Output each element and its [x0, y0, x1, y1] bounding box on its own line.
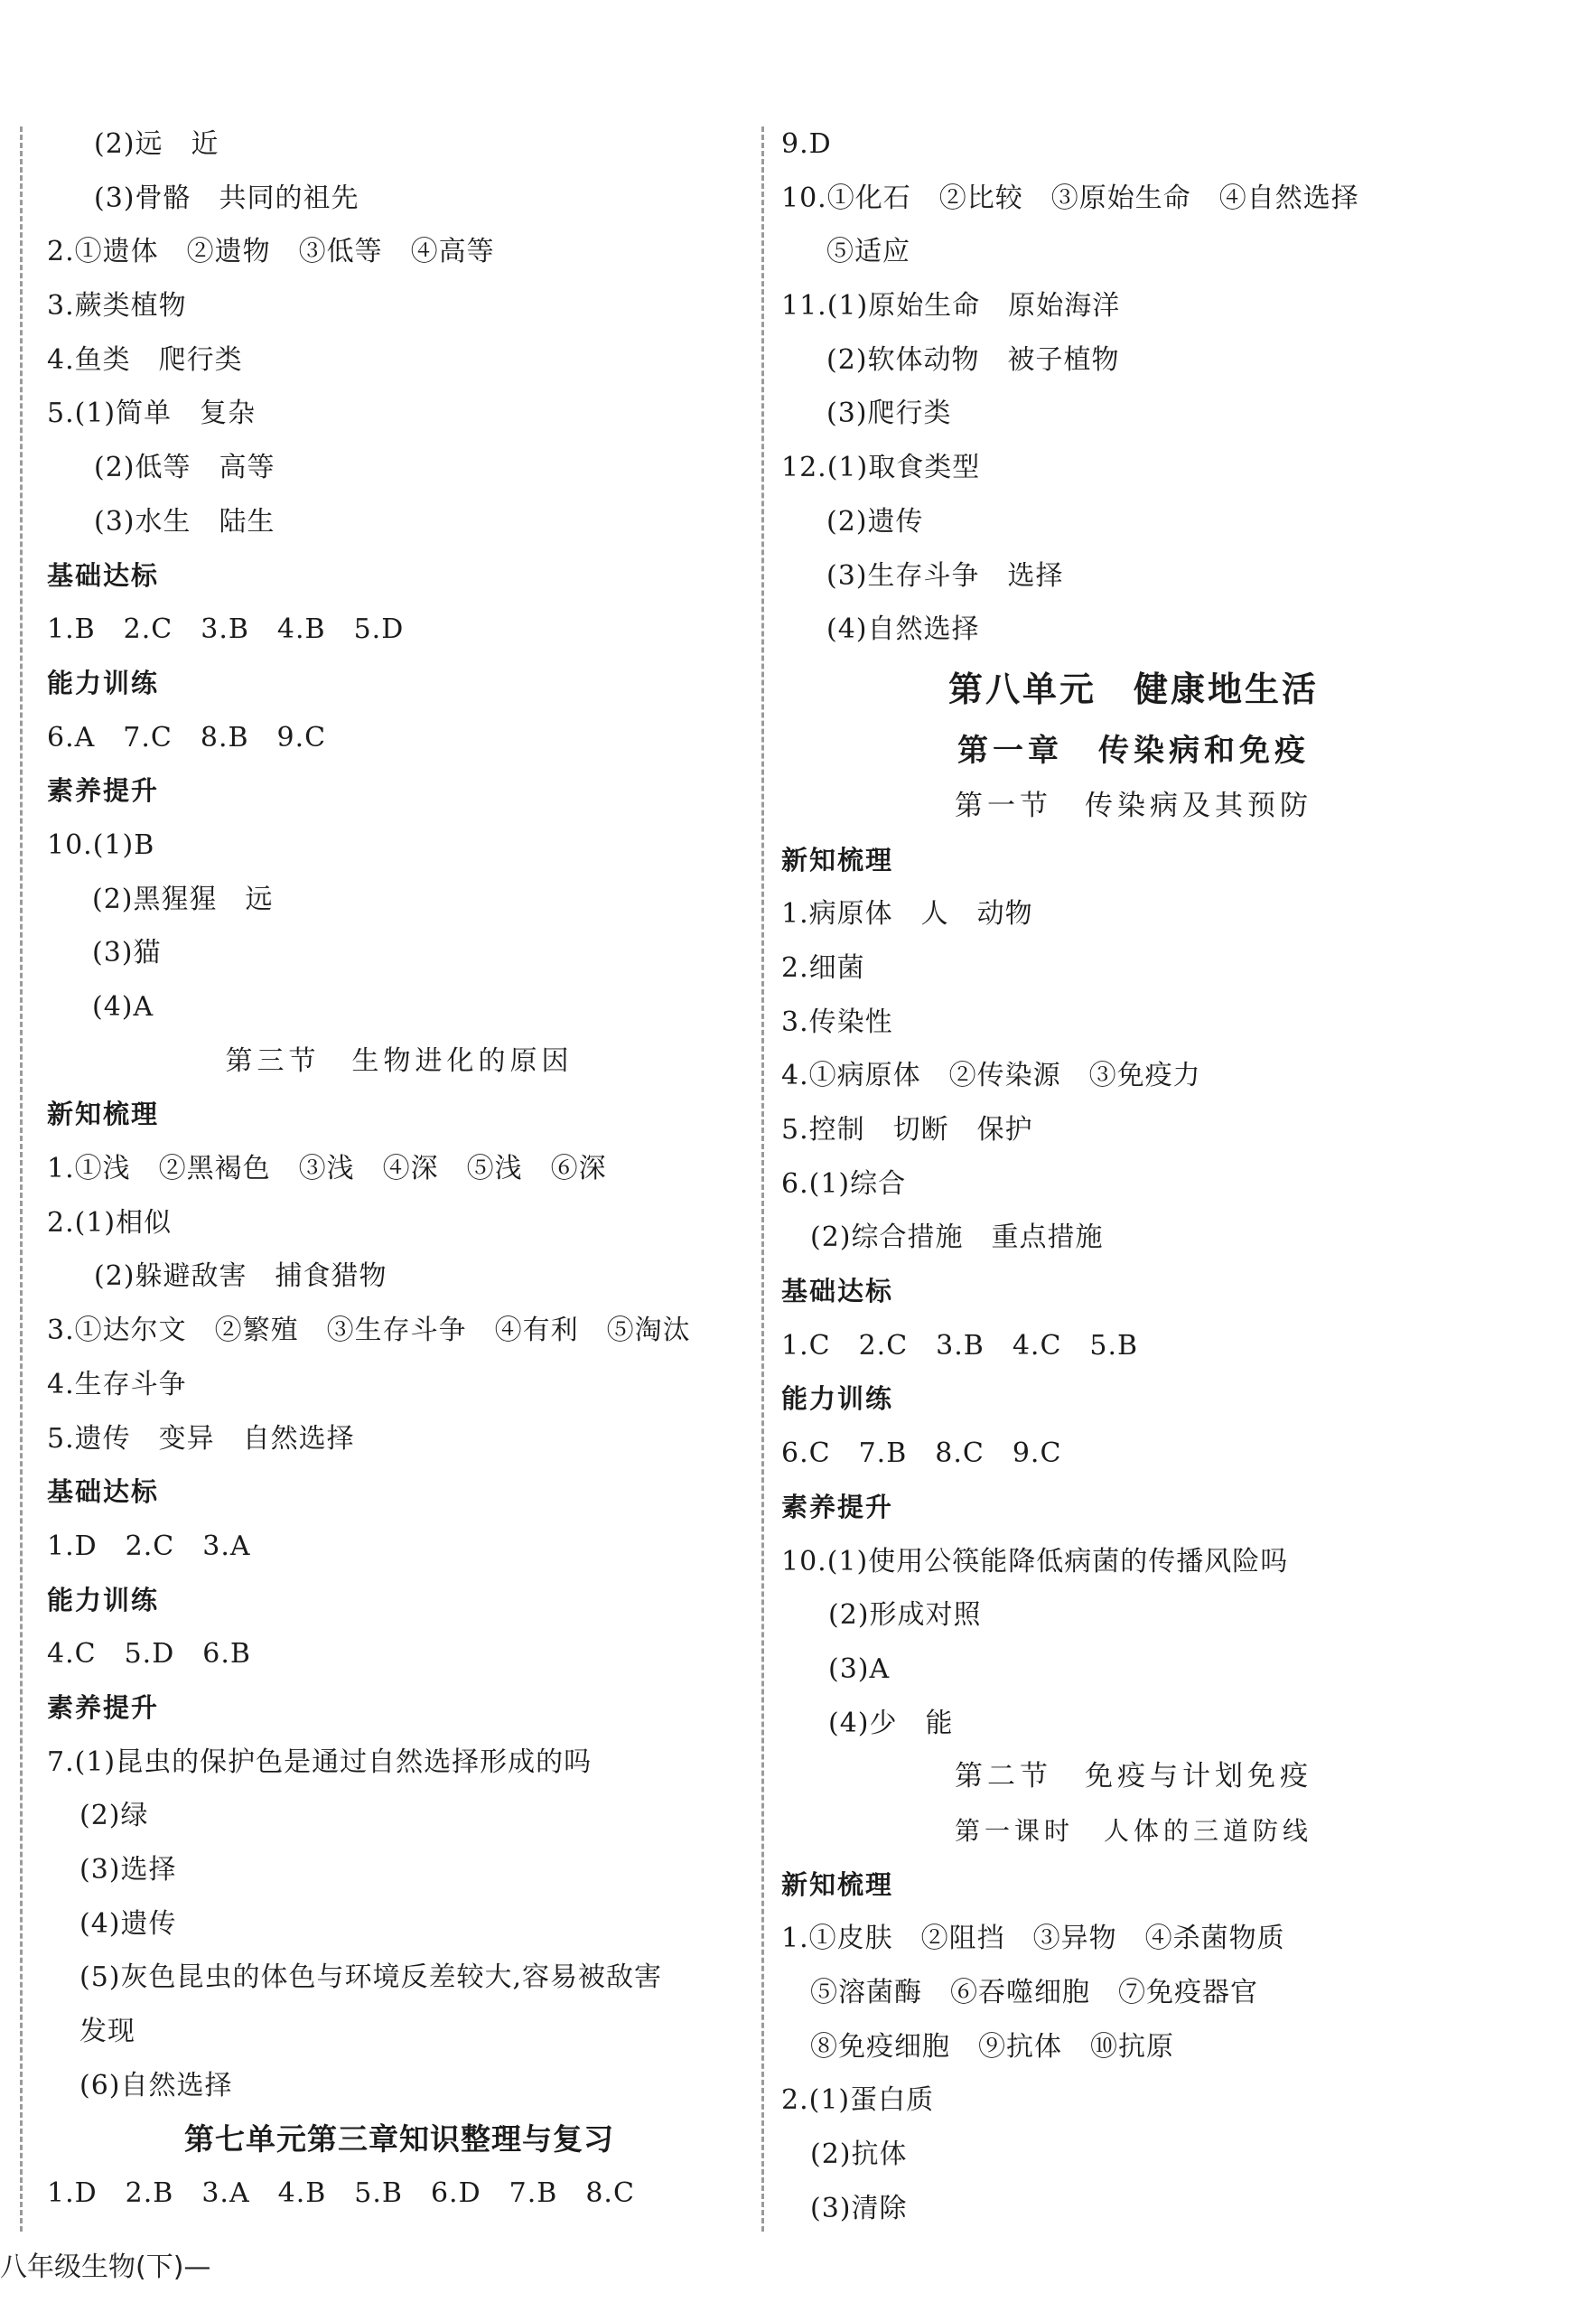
answer-line: 5.(1)简单 复杂: [47, 398, 257, 430]
answer-line: 7.(1)昆虫的保护色是通过自然选择形成的吗: [47, 1746, 593, 1778]
answer-line: (2)综合措施 重点措施: [810, 1222, 1104, 1254]
answer-line: 5.控制 切断 保护: [781, 1114, 1033, 1146]
answer-line: 1.①皮肤 ②阻挡 ③异物 ④杀菌物质: [781, 1923, 1285, 1955]
lesson-title: 第三节 生物进化的原因: [225, 1044, 574, 1077]
section-heading: 新知梳理: [781, 1868, 894, 1900]
lesson-title: 第一节 传染病及其预防: [955, 789, 1312, 822]
answer-line: (3)爬行类: [826, 398, 952, 430]
section-heading: 新知梳理: [781, 844, 894, 875]
answer-line: (5)灰色昆虫的体色与环境反差较大,容易被敌害: [79, 1961, 663, 1994]
answer-line: (3)生存斗争 选择: [826, 559, 1064, 592]
column-divider-dashed-line: [761, 126, 764, 2232]
answer-line: 11.(1)原始生命 原始海洋: [781, 290, 1121, 323]
answer-line: 6.A 7.C 8.B 9.C: [47, 721, 327, 754]
answer-line: (2)黑猩猩 远: [92, 883, 274, 915]
answer-line: 3.传染性: [781, 1006, 893, 1038]
answer-line: ⑤溶菌酶 ⑥吞噬细胞 ⑦免疫器官: [810, 1977, 1258, 2008]
answer-line: (6)自然选择: [79, 2069, 233, 2101]
answer-line: 4.鱼类 爬行类: [47, 343, 243, 376]
answer-line: (4)自然选择: [826, 613, 980, 646]
chapter-title: 第一章 传染病和免疫: [957, 732, 1310, 769]
answer-line: (4)少 能: [828, 1707, 954, 1739]
answer-line: (2)绿: [79, 1800, 149, 1832]
section-heading: 能力训练: [781, 1383, 894, 1415]
answer-line: 10.①化石 ②比较 ③原始生命 ④自然选择: [781, 182, 1359, 214]
answer-line: (3)猫: [92, 937, 162, 969]
answer-line: 2.细菌: [781, 951, 865, 984]
answer-line: 6.(1)综合: [781, 1167, 907, 1200]
section-heading: 基础达标: [47, 1476, 160, 1508]
section-heading: 能力训练: [47, 667, 160, 698]
section-heading: 能力训练: [47, 1584, 160, 1615]
right-column: [781, 117, 1486, 2235]
left-column: [47, 117, 751, 2221]
answer-line: (2)形成对照: [828, 1599, 982, 1632]
answer-line: (3)水生 陆生: [94, 505, 275, 538]
answer-line: (3)选择: [79, 1854, 177, 1886]
lesson-title: 第二节 免疫与计划免疫: [955, 1760, 1312, 1793]
answer-line: (3)清除: [810, 2192, 908, 2224]
answer-line: (2)躲避敌害 捕食猎物: [94, 1260, 387, 1293]
answer-line: 4.①病原体 ②传染源 ③免疫力: [781, 1060, 1201, 1092]
answer-line: 发现: [79, 2016, 135, 2048]
answer-line: 4.生存斗争: [47, 1368, 187, 1400]
answer-line: 12.(1)取食类型: [781, 452, 981, 484]
answer-line: 2.(1)相似: [47, 1206, 173, 1239]
answer-line: 3.蕨类植物: [47, 290, 187, 323]
answer-line: 6.C 7.B 8.C 9.C: [781, 1437, 1062, 1470]
page-footer: 八年级生物(下)—: [0, 2251, 211, 2283]
answer-line: 1.D 2.B 3.A 4.B 5.B 6.D 7.B 8.C: [47, 2177, 635, 2210]
answer-line: (2)软体动物 被子植物: [826, 343, 1120, 376]
answer-line: 2.①遗体 ②遗物 ③低等 ④高等: [47, 236, 495, 268]
answer-line: 1.①浅 ②黑褐色 ③浅 ④深 ⑤浅 ⑥深: [47, 1153, 607, 1185]
answer-line: (2)低等 高等: [94, 452, 275, 484]
section-heading: 素养提升: [47, 1691, 160, 1723]
section-heading: 素养提升: [47, 775, 160, 807]
answer-line: (3)A: [828, 1652, 891, 1685]
answer-line: (2)遗传: [826, 505, 924, 538]
section-heading: 新知梳理: [47, 1099, 160, 1130]
chapter-review-title: 第七单元第三章知识整理与复习: [184, 2121, 614, 2158]
answer-line: (4)A: [92, 991, 154, 1023]
answer-line: ⑧免疫细胞 ⑨抗体 ⑩抗原: [810, 2030, 1174, 2063]
answer-line: 1.B 2.C 3.B 4.B 5.D: [47, 613, 405, 646]
answer-line: 5.遗传 变异 自然选择: [47, 1422, 355, 1455]
answer-line: ⑤适应: [826, 236, 910, 268]
answer-line: 3.①达尔文 ②繁殖 ③生存斗争 ④有利 ⑤淘汰: [47, 1315, 691, 1347]
period-title: 第一课时 人体的三道防线: [954, 1815, 1312, 1846]
answer-line: 4.C 5.D 6.B: [47, 1638, 251, 1671]
section-heading: 素养提升: [781, 1491, 894, 1522]
section-heading: 基础达标: [47, 559, 160, 591]
answer-line: 9.D: [781, 128, 832, 160]
answer-line: (4)遗传: [79, 1907, 177, 1940]
answer-line: 1.C 2.C 3.B 4.C 5.B: [781, 1329, 1139, 1362]
answer-line: (2)抗体: [810, 2139, 908, 2171]
answer-line: (2)远 近: [94, 128, 219, 160]
unit-title: 第八单元 健康地生活: [947, 669, 1319, 709]
answer-line: 2.(1)蛋白质: [781, 2084, 935, 2117]
answer-line: 10.(1)B: [47, 828, 155, 861]
left-margin-dashed-line: [20, 126, 23, 2232]
answer-line: (3)骨骼 共同的祖先: [94, 182, 359, 214]
answer-line: 1.病原体 人 动物: [781, 898, 1033, 931]
section-heading: 基础达标: [781, 1276, 894, 1307]
answer-line: 1.D 2.C 3.A: [47, 1530, 251, 1562]
answer-line: 10.(1)使用公筷能降低病菌的传播风险吗: [781, 1545, 1289, 1577]
